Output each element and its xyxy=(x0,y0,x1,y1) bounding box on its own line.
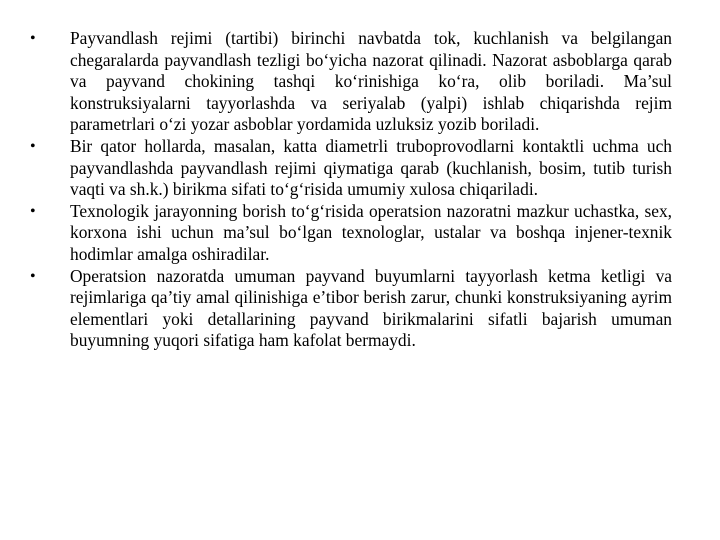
bullet-list xyxy=(30,28,672,352)
bullet-dot-icon: • xyxy=(30,267,36,285)
bullet-dot-icon: • xyxy=(30,202,36,220)
bullet-item xyxy=(30,266,672,352)
bullet-dot-icon: • xyxy=(30,137,36,155)
bullet-item xyxy=(30,136,672,201)
bullet-item xyxy=(30,201,672,266)
bullet-item xyxy=(30,28,672,136)
bullet-text: Payvandlash rejimi (tartibi) birinchi navbatda tok, kuchlanish va belgilangan chegaralarda payvandlash tezligi bo‘yicha nazorat qilinadi. Nazorat asboblarga qarab va payvand chokining tashqi ko‘rinishiga ko‘ra, olib boriladi. Ma’sul konstruksiyalarni tayyorlashda va seriyalab (yalpi) ishlab chiqarishda rejim parametrlari o‘zi yozar asboblar yordamida uzluksiz yozib boriladi. xyxy=(70,28,672,135)
bullet-text: Bir qator hollarda, masalan, katta diametrli truboprovodlarni kontaktli uchma uch payvandlashda payvandlash rejimi qiymatiga qarab (kuchlanish, bosim, tutib turish vaqti va sh.k.) birikma sifati to‘g‘risida umumiy xulosa chiqariladi. xyxy=(70,135,672,200)
bullet-dot-icon: • xyxy=(30,30,36,47)
bullet-text: Operatsion nazoratda umuman payvand buyumlarni tayyorlash ketma ketligi va rejimlariga qa’tiy amal qilinishiga e’tibor berish zarur, chunki konstruksiyaning ayrim elementlari yoki detallarining payvand birikmalarini sifatli bajarish umuman buyumning yuqori sifatiga ham kafolat bermaydi. xyxy=(70,265,672,351)
bullet-text: Texnologik jarayonning borish to‘g‘risida operatsion nazoratni mazkur uchastka, sex, korxona ishi uchun ma’sul bo‘lgan texnologlar, ustalar va boshqa injener-texnik hodimlar amalga oshiradilar. xyxy=(70,200,672,264)
